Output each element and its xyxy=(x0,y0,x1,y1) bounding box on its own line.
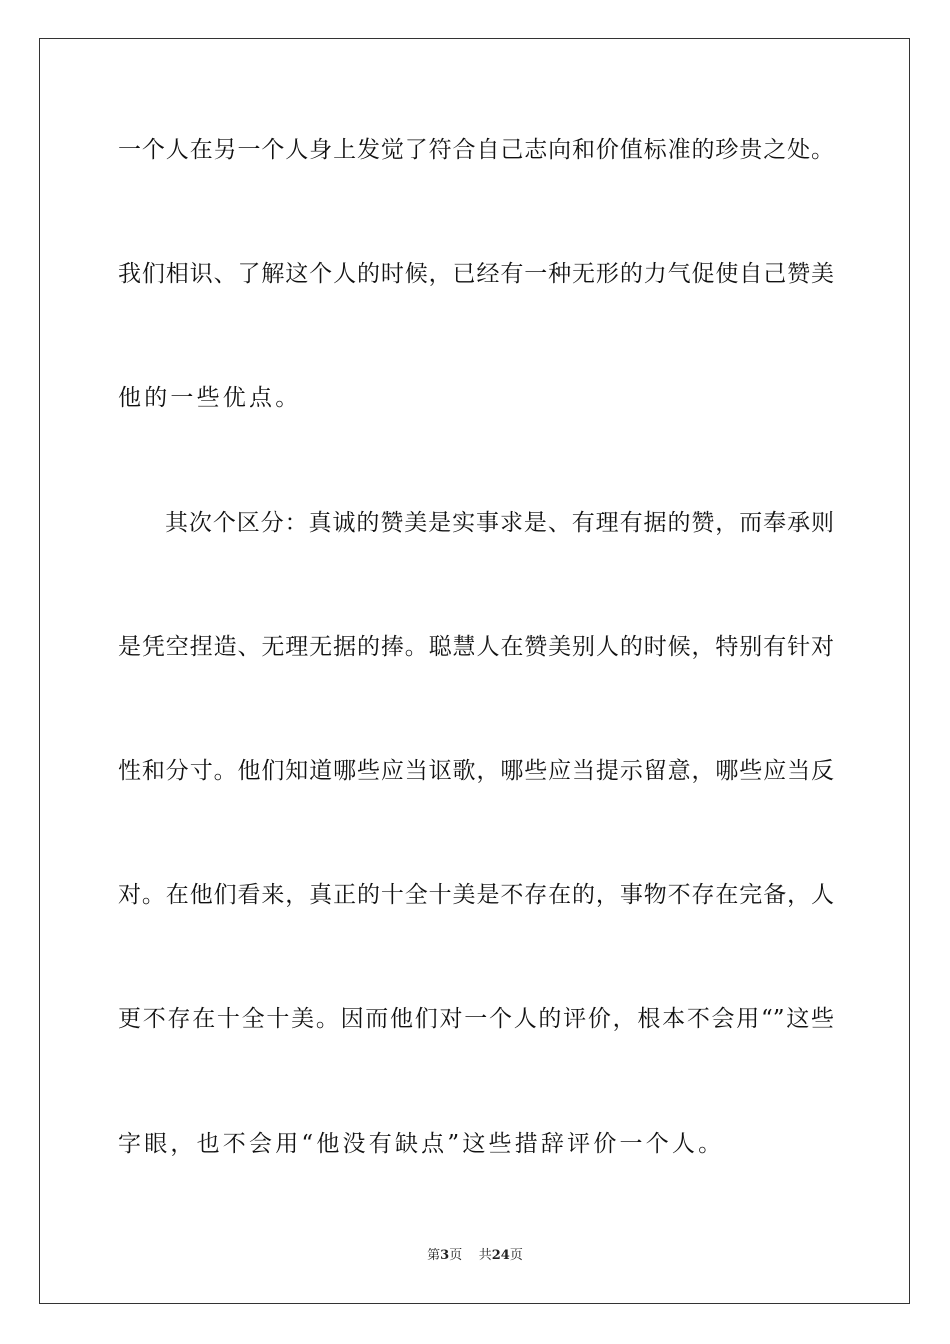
body-line-8: 更不存在十全十美。因而他们对一个人的评价，根本不会用“”这些 xyxy=(118,1006,834,1032)
footer-page-suffix: 页 xyxy=(449,1248,463,1263)
body-line-4: 其次个区分：真诚的赞美是实事求是、有理有据的赞，而奉承则 xyxy=(165,510,834,536)
footer-current-page: 3 xyxy=(440,1248,450,1263)
footer-total-prefix: 共 xyxy=(478,1248,492,1263)
body-line-3: 他的一些优点。 xyxy=(118,385,302,411)
body-line-9: 字眼，也不会用“他没有缺点”这些措辞评价一个人。 xyxy=(118,1131,725,1157)
footer-total-pages: 24 xyxy=(491,1248,510,1263)
body-line-7: 对。在他们看来，真正的十全十美是不存在的，事物不存在完备，人 xyxy=(118,882,834,908)
body-line-5: 是凭空捏造、无理无据的捧。聪慧人在赞美别人的时候，特别有针对 xyxy=(118,634,834,660)
footer-page-prefix: 第 xyxy=(427,1248,441,1263)
page-border xyxy=(39,38,910,1304)
footer-total-suffix: 页 xyxy=(509,1248,523,1263)
body-line-1: 一个人在另一个人身上发觉了符合自己志向和价值标准的珍贵之处。 xyxy=(118,137,834,163)
body-line-2: 我们相识、了解这个人的时候，已经有一种无形的力气促使自己赞美 xyxy=(118,261,834,287)
body-line-6: 性和分寸。他们知道哪些应当讴歌，哪些应当提示留意，哪些应当反 xyxy=(118,758,834,784)
page-footer xyxy=(0,1246,950,1266)
